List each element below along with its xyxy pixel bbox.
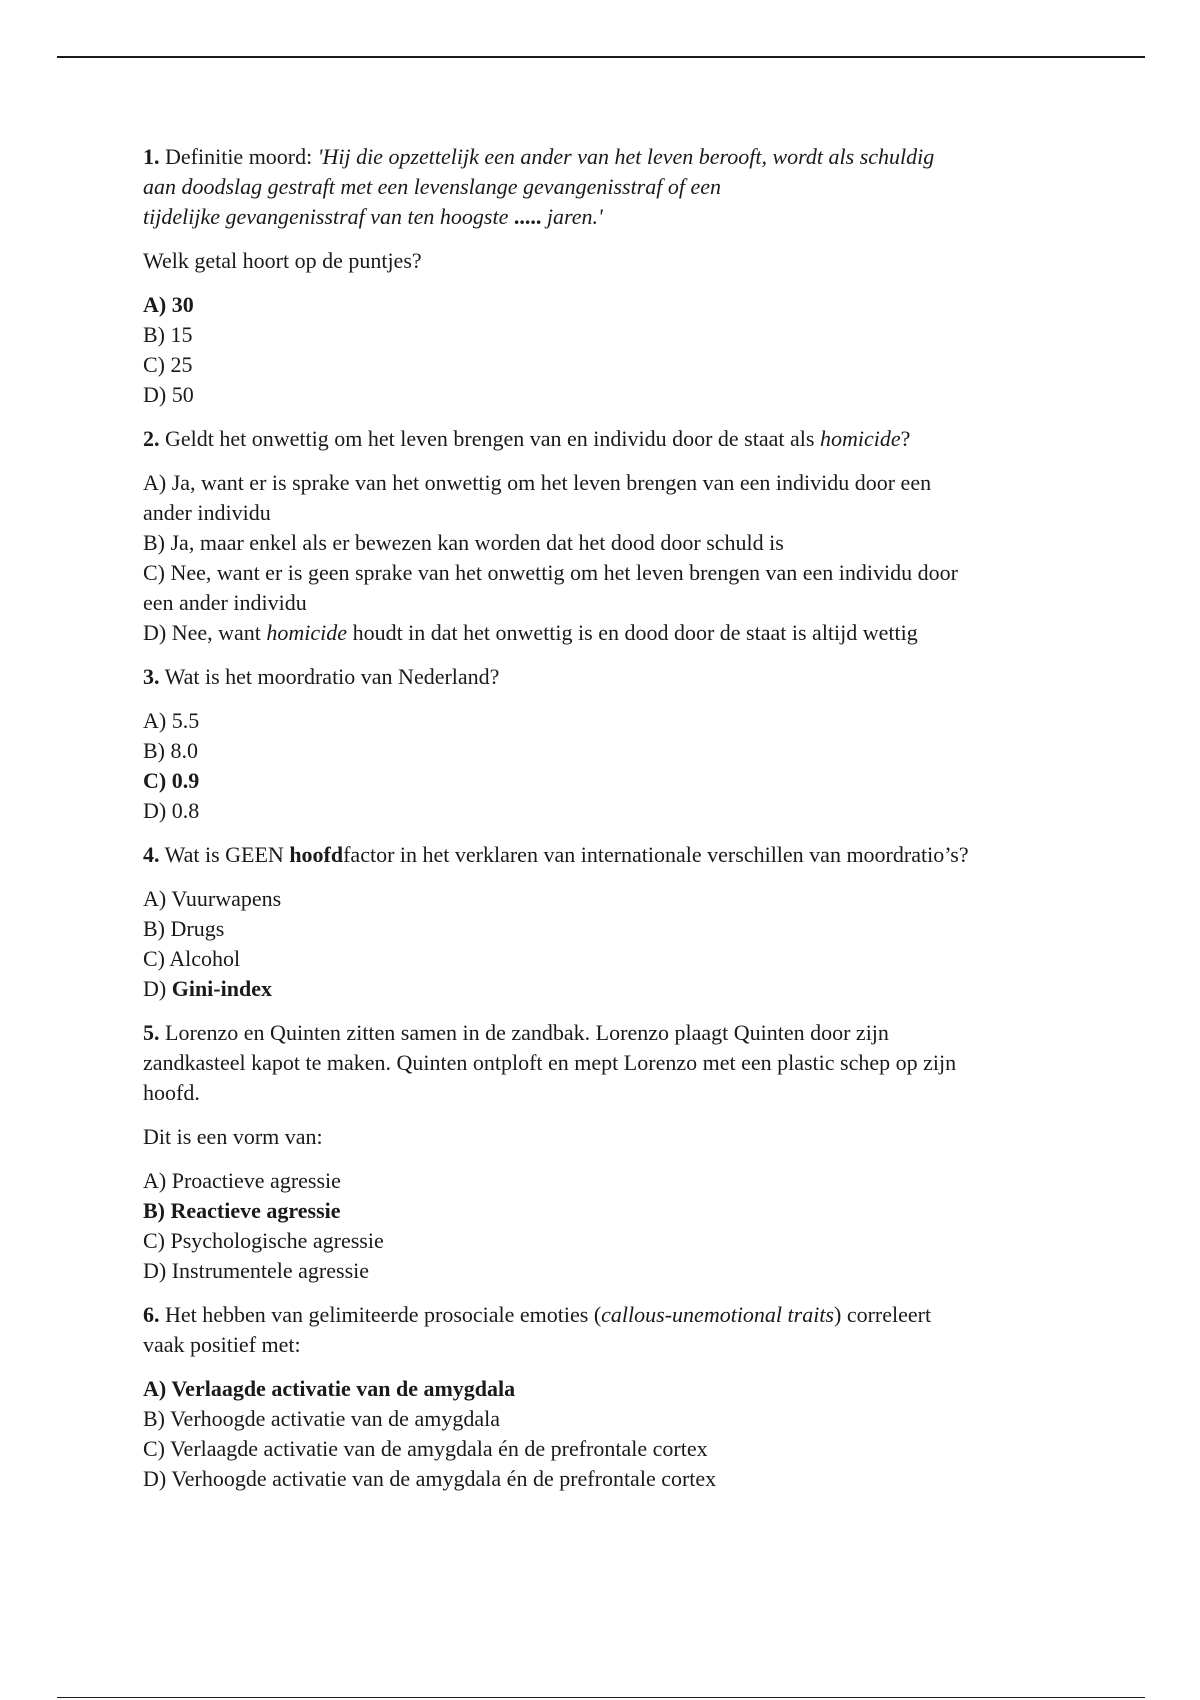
question-4-options: [143, 884, 1073, 1004]
question-line: Lorenzo en Quinten zitten samen in de zandbak. Lorenzo plaagt Quinten door zijn: [159, 1020, 889, 1045]
question-text: ) correleert: [834, 1302, 932, 1327]
question-6-options: [143, 1374, 1073, 1494]
question-3: [143, 662, 1073, 692]
option-a-correct: A) Verlaagde activatie van de amygdala: [143, 1376, 516, 1401]
option-d: D) 0.8: [143, 798, 200, 823]
option-b: B) 8.0: [143, 738, 198, 763]
question-intro: Definitie moord:: [165, 144, 318, 169]
option-c: C) Verlaagde activatie van de amygdala én de prefrontale cortex: [143, 1436, 708, 1461]
question-number: 4.: [143, 842, 160, 867]
option-d: D) Instrumentele agressie: [143, 1258, 370, 1283]
top-rule: [57, 56, 1145, 58]
option-c-line: C) Nee, want er is geen sprake van het onwettig om het leven brengen van een individu door: [143, 560, 958, 585]
option-c: C) Alcohol: [143, 946, 241, 971]
option-a-line: ander individu: [143, 500, 271, 525]
question-number: 5.: [143, 1020, 160, 1045]
option-d-term: homicide: [266, 620, 348, 645]
option-d-text: D) Nee, want: [143, 620, 267, 645]
option-b-correct: B) Reactieve agressie: [143, 1198, 341, 1223]
question-line: zandkasteel kapot te maken. Quinten ontploft en mept Lorenzo met een plastic schep op zijn: [143, 1050, 957, 1075]
option-a: A) Proactieve agressie: [143, 1168, 341, 1193]
option-d-answer: Gini-index: [171, 976, 272, 1001]
quote-line: aan doodslag gestraft met een levenslange gevangenisstraf of een: [143, 174, 721, 199]
question-text: factor in het verklaren van internationale verschillen van moordratio’s?: [343, 842, 969, 867]
option-a-line: A) Ja, want er is sprake van het onwettig om het leven brengen van een individu door een: [143, 470, 932, 495]
question-number: 3.: [143, 664, 160, 689]
option-d-label: D): [143, 976, 172, 1001]
question-text: Wat is GEEN: [159, 842, 290, 867]
question-5: [143, 1018, 1073, 1108]
option-d: [143, 618, 1073, 648]
question-term: homicide: [819, 426, 901, 451]
quote-line: 'Hij die opzettelijk een ander van het leven berooft, wordt als schuldig: [317, 144, 935, 169]
quote-line: tijdelijke gevangenisstraf van ten hoogste: [143, 204, 514, 229]
option-b: B) Verhoogde activatie van de amygdala: [143, 1406, 500, 1431]
option-c: C) 25: [143, 352, 193, 377]
option-d-text: houdt in dat het onwettig is en dood door de staat is altijd wettig: [347, 620, 918, 645]
option-a: A) Vuurwapens: [143, 886, 282, 911]
question-1-options: [143, 290, 1073, 410]
question-text: Geldt het onwettig om het leven brengen van en individu door de staat als: [159, 426, 820, 451]
question-1: [143, 142, 1073, 232]
question-number: 6.: [143, 1302, 160, 1327]
question-2-options: [143, 468, 1073, 648]
question-term: callous-unemotional traits: [601, 1302, 834, 1327]
question-line: hoofd.: [143, 1080, 200, 1105]
quote-line: jaren.': [541, 204, 603, 229]
option-d: D) 50: [143, 382, 194, 407]
question-text: ?: [900, 426, 911, 451]
question-4: [143, 840, 1073, 870]
option-d-correct: [143, 974, 1073, 1004]
option-a: [143, 468, 1073, 528]
option-a: A) 5.5: [143, 708, 200, 733]
option-c: C) Psychologische agressie: [143, 1228, 384, 1253]
question-5-options: [143, 1166, 1073, 1286]
question-line: vaak positief met:: [143, 1332, 301, 1357]
question-2: [143, 424, 1073, 454]
question-text: Wat is het moordratio van Nederland?: [159, 664, 500, 689]
question-number: 2.: [143, 426, 160, 451]
question-text: Het hebben van gelimiteerde prosociale emoties (: [159, 1302, 602, 1327]
question-5-prompt: Dit is een vorm van:: [143, 1124, 323, 1149]
option-c: [143, 558, 1073, 618]
option-a-correct: A) 30: [143, 292, 194, 317]
question-1-prompt: Welk getal hoort op de puntjes?: [143, 248, 422, 273]
bottom-rule: [57, 1697, 1145, 1698]
option-b: B) Drugs: [143, 916, 225, 941]
quote-blank: .....: [513, 204, 542, 229]
option-d: D) Verhoogde activatie van de amygdala én de prefrontale cortex: [143, 1466, 717, 1491]
question-emphasis: hoofd: [289, 842, 344, 867]
question-3-options: [143, 706, 1073, 826]
option-c-correct: C) 0.9: [143, 768, 200, 793]
option-b: B) 15: [143, 322, 193, 347]
option-b: B) Ja, maar enkel als er bewezen kan worden dat het dood door schuld is: [143, 530, 784, 555]
option-c-line: een ander individu: [143, 590, 307, 615]
question-6: [143, 1300, 1073, 1360]
question-number: 1.: [143, 144, 160, 169]
exam-content: [143, 142, 1073, 1508]
